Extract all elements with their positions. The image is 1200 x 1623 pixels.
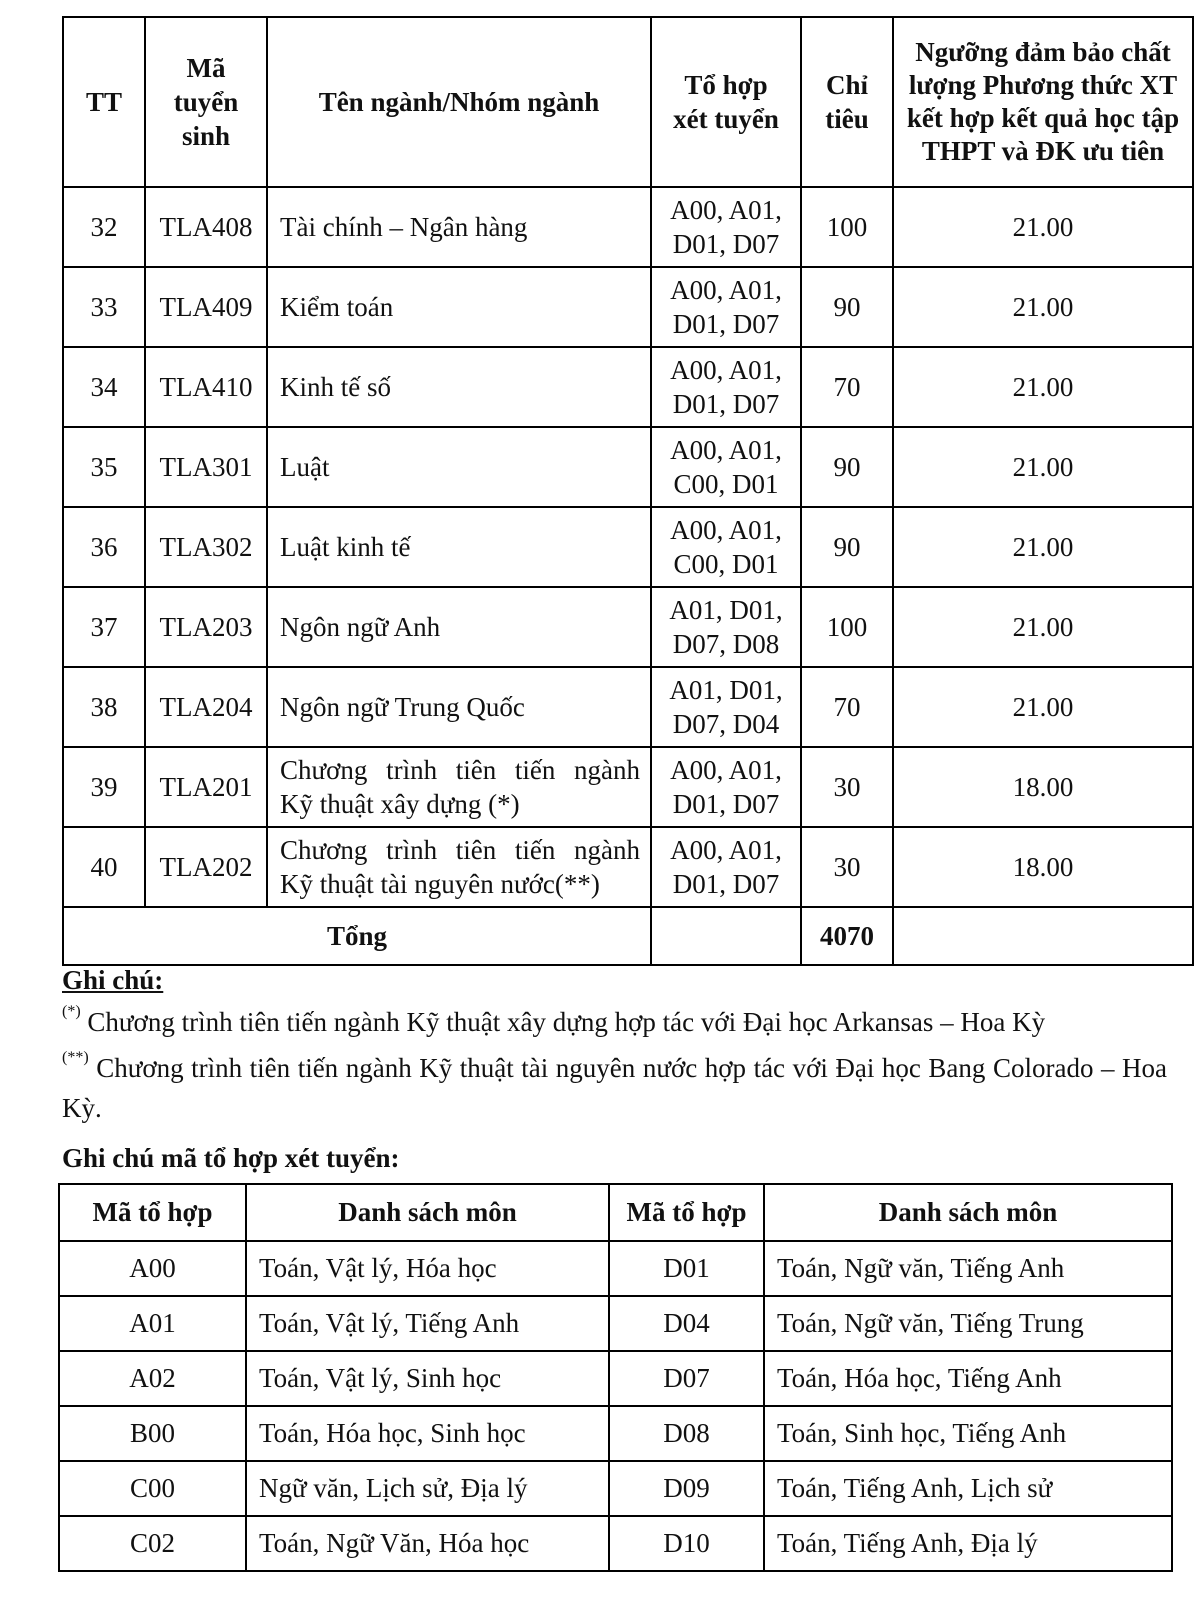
- combo-line: A00, A01,: [670, 515, 782, 545]
- header-quota: Chỉ tiêu: [801, 17, 893, 187]
- cell-combo: [651, 427, 801, 507]
- header-threshold: Ngưỡng đảm bảo chất lượng Phương thức XT kết hợp kết quả học tập THPT và ĐK ưu tiên: [893, 17, 1193, 187]
- table-row: [63, 347, 1193, 427]
- cell-combo: [651, 347, 801, 427]
- combo-section-title: Ghi chú mã tổ hợp xét tuyển:: [62, 1143, 400, 1173]
- combo-code: B00: [59, 1406, 246, 1461]
- cell-quota: 90: [801, 267, 893, 347]
- combo-line: A00, A01,: [670, 835, 782, 865]
- table-row: [63, 587, 1193, 667]
- combo-subjects: Toán, Sinh học, Tiếng Anh: [764, 1406, 1172, 1461]
- combo-line: D07, D08: [672, 629, 780, 659]
- cell-tt: 40: [63, 827, 145, 907]
- combo-line: A00, A01,: [670, 195, 782, 225]
- combo-row: [59, 1296, 1172, 1351]
- combo-subjects: Toán, Ngữ Văn, Hóa học: [246, 1516, 609, 1571]
- cell-quota: 30: [801, 747, 893, 827]
- table-row: [63, 827, 1193, 907]
- cell-combo: [651, 747, 801, 827]
- combo-header-code: Mã tổ hợp: [59, 1184, 246, 1241]
- cell-combo: [651, 587, 801, 667]
- combo-subjects: Toán, Vật lý, Hóa học: [246, 1241, 609, 1296]
- combo-subjects: Toán, Vật lý, Tiếng Anh: [246, 1296, 609, 1351]
- total-label: Tổng: [63, 907, 651, 965]
- notes-title: Ghi chú:: [62, 965, 164, 995]
- combo-subjects: Toán, Vật lý, Sinh học: [246, 1351, 609, 1406]
- note-1-mark: (*): [62, 1003, 81, 1020]
- subject-combination-table: [58, 1183, 1173, 1572]
- cell-code: TLA202: [145, 827, 267, 907]
- combo-row: [59, 1241, 1172, 1296]
- combo-header-row: [59, 1184, 1172, 1241]
- combo-subjects: Toán, Tiếng Anh, Lịch sử: [764, 1461, 1172, 1516]
- combo-subjects: Toán, Hóa học, Tiếng Anh: [764, 1351, 1172, 1406]
- combo-line: D07, D04: [672, 709, 780, 739]
- cell-quota: 30: [801, 827, 893, 907]
- name-line: Chương trình tiên tiến ngành: [280, 835, 640, 865]
- total-value: 4070: [801, 907, 893, 965]
- combo-header-subjects: Danh sách môn: [764, 1184, 1172, 1241]
- cell-threshold: 21.00: [893, 347, 1193, 427]
- name-line: Kỹ thuật xây dựng (*): [280, 789, 520, 819]
- cell-threshold: 21.00: [893, 427, 1193, 507]
- combo-row: [59, 1351, 1172, 1406]
- note-2-text: Chương trình tiên tiến ngành Kỹ thuật tài nguyên nước hợp tác với Đại học Bang Colorado – Hoa Kỳ.: [62, 1053, 1167, 1123]
- combo-subjects: Toán, Ngữ văn, Tiếng Trung: [764, 1296, 1172, 1351]
- combo-line: A00, A01,: [670, 755, 782, 785]
- note-1: [62, 1002, 1167, 1042]
- header-tt: TT: [63, 17, 145, 187]
- combo-code: A00: [59, 1241, 246, 1296]
- header-name: Tên ngành/Nhóm ngành: [267, 17, 651, 187]
- cell-threshold: 21.00: [893, 507, 1193, 587]
- cell-threshold: 21.00: [893, 667, 1193, 747]
- combo-line: A00, A01,: [670, 355, 782, 385]
- header-combo: Tổ hợp xét tuyển: [651, 17, 801, 187]
- combo-header-code: Mã tổ hợp: [609, 1184, 764, 1241]
- table-row: [63, 507, 1193, 587]
- cell-tt: 33: [63, 267, 145, 347]
- cell-quota: 70: [801, 347, 893, 427]
- combo-row: [59, 1461, 1172, 1516]
- total-empty-cell: [651, 907, 801, 965]
- cell-tt: 34: [63, 347, 145, 427]
- combo-row: [59, 1516, 1172, 1571]
- table-header-row: [63, 17, 1193, 187]
- cell-tt: 37: [63, 587, 145, 667]
- admission-table: [62, 16, 1194, 966]
- combo-subjects: Toán, Hóa học, Sinh học: [246, 1406, 609, 1461]
- cell-code: TLA204: [145, 667, 267, 747]
- cell-name: [267, 827, 651, 907]
- combo-subjects: Toán, Tiếng Anh, Địa lý: [764, 1516, 1172, 1571]
- cell-name: Kinh tế số: [267, 347, 651, 427]
- combo-line: A01, D01,: [669, 595, 783, 625]
- cell-tt: 38: [63, 667, 145, 747]
- combo-header-subjects: Danh sách môn: [246, 1184, 609, 1241]
- cell-name: Tài chính – Ngân hàng: [267, 187, 651, 267]
- combo-code: C00: [59, 1461, 246, 1516]
- cell-name: Luật: [267, 427, 651, 507]
- combo-code: D01: [609, 1241, 764, 1296]
- combo-subjects: Ngữ văn, Lịch sử, Địa lý: [246, 1461, 609, 1516]
- cell-code: TLA410: [145, 347, 267, 427]
- cell-name: Ngôn ngữ Trung Quốc: [267, 667, 651, 747]
- note-2: [62, 1048, 1167, 1128]
- cell-quota: 100: [801, 587, 893, 667]
- cell-tt: 39: [63, 747, 145, 827]
- total-row: [63, 907, 1193, 965]
- cell-name: Kiểm toán: [267, 267, 651, 347]
- name-line: Chương trình tiên tiến ngành: [280, 755, 640, 785]
- cell-quota: 90: [801, 427, 893, 507]
- combo-line: C00, D01: [673, 549, 779, 579]
- cell-threshold: 18.00: [893, 747, 1193, 827]
- combo-code: A02: [59, 1351, 246, 1406]
- combo-line: D01, D07: [672, 389, 780, 419]
- cell-combo: [651, 667, 801, 747]
- cell-combo: [651, 187, 801, 267]
- cell-quota: 70: [801, 667, 893, 747]
- combo-code: C02: [59, 1516, 246, 1571]
- combo-row: [59, 1406, 1172, 1461]
- combo-line: D01, D07: [672, 309, 780, 339]
- cell-quota: 100: [801, 187, 893, 267]
- combo-code: D10: [609, 1516, 764, 1571]
- combo-line: D01, D07: [672, 789, 780, 819]
- cell-code: TLA301: [145, 427, 267, 507]
- cell-combo: [651, 827, 801, 907]
- table-row: [63, 187, 1193, 267]
- name-line: Kỹ thuật tài nguyên nước(**): [280, 869, 600, 899]
- note-1-text: Chương trình tiên tiến ngành Kỹ thuật xây dựng hợp tác với Đại học Arkansas – Hoa Kỳ: [80, 1007, 1046, 1037]
- cell-tt: 36: [63, 507, 145, 587]
- cell-threshold: 18.00: [893, 827, 1193, 907]
- header-code: Mã tuyển sinh: [145, 17, 267, 187]
- note-2-mark: (**): [62, 1049, 89, 1066]
- combo-code: D04: [609, 1296, 764, 1351]
- combo-line: A01, D01,: [669, 675, 783, 705]
- combo-line: A00, A01,: [670, 435, 782, 465]
- combo-code: D07: [609, 1351, 764, 1406]
- cell-combo: [651, 267, 801, 347]
- table-row: [63, 667, 1193, 747]
- cell-quota: 90: [801, 507, 893, 587]
- combo-line: D01, D07: [672, 869, 780, 899]
- cell-tt: 35: [63, 427, 145, 507]
- table-row: [63, 747, 1193, 827]
- table-row: [63, 427, 1193, 507]
- combo-line: D01, D07: [672, 229, 780, 259]
- table-row: [63, 267, 1193, 347]
- cell-name: Luật kinh tế: [267, 507, 651, 587]
- combo-code: D09: [609, 1461, 764, 1516]
- combo-subjects: Toán, Ngữ văn, Tiếng Anh: [764, 1241, 1172, 1296]
- cell-code: TLA408: [145, 187, 267, 267]
- combo-code: D08: [609, 1406, 764, 1461]
- cell-tt: 32: [63, 187, 145, 267]
- cell-threshold: 21.00: [893, 187, 1193, 267]
- cell-name: Ngôn ngữ Anh: [267, 587, 651, 667]
- cell-threshold: 21.00: [893, 267, 1193, 347]
- cell-name: [267, 747, 651, 827]
- cell-code: TLA302: [145, 507, 267, 587]
- total-empty-cell: [893, 907, 1193, 965]
- cell-code: TLA409: [145, 267, 267, 347]
- cell-threshold: 21.00: [893, 587, 1193, 667]
- combo-line: A00, A01,: [670, 275, 782, 305]
- cell-code: TLA201: [145, 747, 267, 827]
- cell-code: TLA203: [145, 587, 267, 667]
- cell-combo: [651, 507, 801, 587]
- combo-line: C00, D01: [673, 469, 779, 499]
- combo-code: A01: [59, 1296, 246, 1351]
